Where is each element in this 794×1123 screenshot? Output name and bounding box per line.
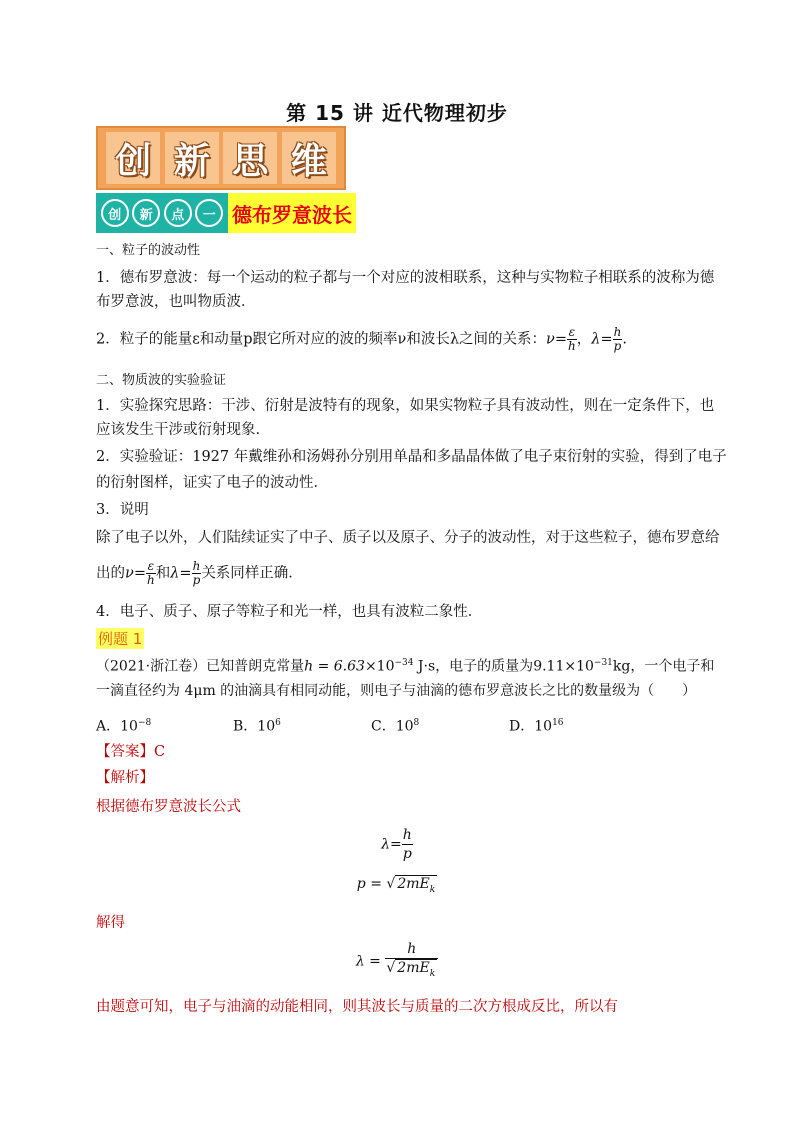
option-b[interactable] [233, 712, 281, 738]
paragraph: 布罗意波，也叫物质波． [96, 294, 256, 310]
banner-innovative-thinking [96, 126, 346, 190]
question-line: 一滴直径约为 4μm 的油滴具有相同动能，则电子与油滴的德布罗意波长之比的数量级为（ ） [96, 683, 697, 699]
option-exp: 8 [413, 718, 420, 728]
paragraph: 4．电子、质子、原子等粒子和光一样，也具有波粒二象性． [96, 604, 483, 620]
example-label: 例题 1 [98, 630, 143, 648]
fraction-epsilon-h: $\frac{\varepsilon}{h}$ [146, 559, 155, 587]
question-line: （2021·浙江卷）已知普朗克常量$h = 6.63\times 10^{-34}$ J·s，电子的质量为$9.11\times 10^{-31}kg$，一个电子和 [96, 658, 715, 675]
banner-char: 维 [282, 132, 336, 184]
option-label: D． [509, 718, 535, 735]
badge: 点 [164, 199, 192, 227]
paragraph: 1．实验探究思路：干涉、衍射是波特有的现象，如果实物粒子具有波动性，则在一定条件下，也 [96, 398, 715, 414]
badge: 新 [132, 199, 160, 227]
option-c[interactable] [371, 712, 419, 738]
question-text: ，电子的质量为 [435, 658, 534, 675]
section-heading: 二、物质波的实验验证 [96, 373, 227, 388]
banner-char: 思 [223, 132, 277, 184]
option-exp: −8 [137, 718, 152, 728]
paragraph-text: 关系同样正确． [201, 565, 303, 582]
page-title: 第 15 讲 近代物理初步 [286, 101, 508, 125]
paragraph-text: 和 [155, 565, 171, 582]
formula-lambda-result: λ = $\frac{h}{√ 2mE_k}$ [0, 940, 794, 983]
topic-title: 德布罗意波长 [228, 193, 356, 233]
option-base: 10 [534, 718, 553, 735]
formula-p-sqrt: p = √ $2mE_k$ [356, 876, 436, 895]
paragraph: 1．德布罗意波：每一个运动的粒子都与一个对应的波相联系，这种与实物粒子相联系的波称为德 [96, 270, 715, 286]
option-base: 10 [120, 718, 138, 735]
paragraph-text: 出的 [96, 565, 125, 582]
question-text: ，一个电子和 [630, 658, 715, 675]
answer: 【答案】C [96, 744, 166, 760]
option-exp: 6 [275, 718, 281, 728]
banner-char: 创 [106, 132, 160, 184]
paragraph-formula: 2．粒子的能量ε和动量p跟它所对应的波的频率ν和波长λ之间的关系：ν= $\frac{\varepsilon}{h}$ ，λ= $\frac{h}{p}$ . [96, 325, 627, 353]
option-exp: 16 [552, 718, 564, 728]
paragraph: 3．说明 [96, 502, 149, 518]
analysis-heading: 【解析】 [96, 770, 154, 786]
fraction: $\frac{h}{p}$ [402, 827, 412, 862]
section-heading: 一、粒子的波动性 [96, 243, 201, 258]
paragraph-formula: 出的ν= $\frac{\varepsilon}{h}$ 和λ= $\frac{h}{p}$ 关系同样正确． [96, 559, 303, 587]
analysis-text: 解得 [96, 915, 125, 931]
badge: 创 [101, 199, 129, 227]
analysis-text: 根据德布罗意波长公式 [96, 799, 241, 815]
fraction-epsilon-h: $\frac{\varepsilon}{h}$ [568, 325, 576, 353]
option-d[interactable] [509, 712, 564, 738]
paragraph: 2．实验验证：1927 年戴维孙和汤姆孙分别用单晶和多晶晶体做了电子束衍射的实验，得到了电子 [96, 449, 727, 465]
point-badges [96, 193, 228, 233]
option-label: A． [96, 718, 121, 735]
option-base: 10 [257, 718, 276, 735]
option-label: C． [371, 718, 396, 735]
fraction-h-p: $\frac{h}{p}$ [192, 559, 201, 587]
formula-lambda-h-p: λ= $\frac{h}{p}$ [381, 827, 412, 862]
paragraph: 除了电子以外，人们陆续证实了中子、质子以及原子、分子的波动性，对于这些粒子，德布罗意给 [96, 530, 720, 546]
question-text: （2021·浙江卷）已知普朗克常量 [96, 658, 305, 675]
banner-char: 新 [165, 132, 219, 184]
fraction-h-p: $\frac{h}{p}$ [613, 325, 622, 353]
paragraph: 应该发生干涉或衍射现象． [96, 422, 270, 438]
option-label: B． [233, 718, 258, 735]
paragraph: 的衍射图样，证实了电子的波动性． [96, 475, 328, 491]
fraction: $\frac{h}{√ 2mE_k}$ [385, 940, 438, 983]
option-a[interactable] [96, 712, 151, 738]
option-base: 10 [395, 718, 414, 735]
analysis-text: 由题意可知，电子与油滴的动能相同，则其波长与质量的二次方根成反比，所以有 [96, 999, 618, 1015]
badge: 一 [195, 199, 223, 227]
paragraph-text: 2．粒子的能量ε和动量p跟它所对应的波的频率ν和波长λ之间的关系： [96, 331, 547, 348]
